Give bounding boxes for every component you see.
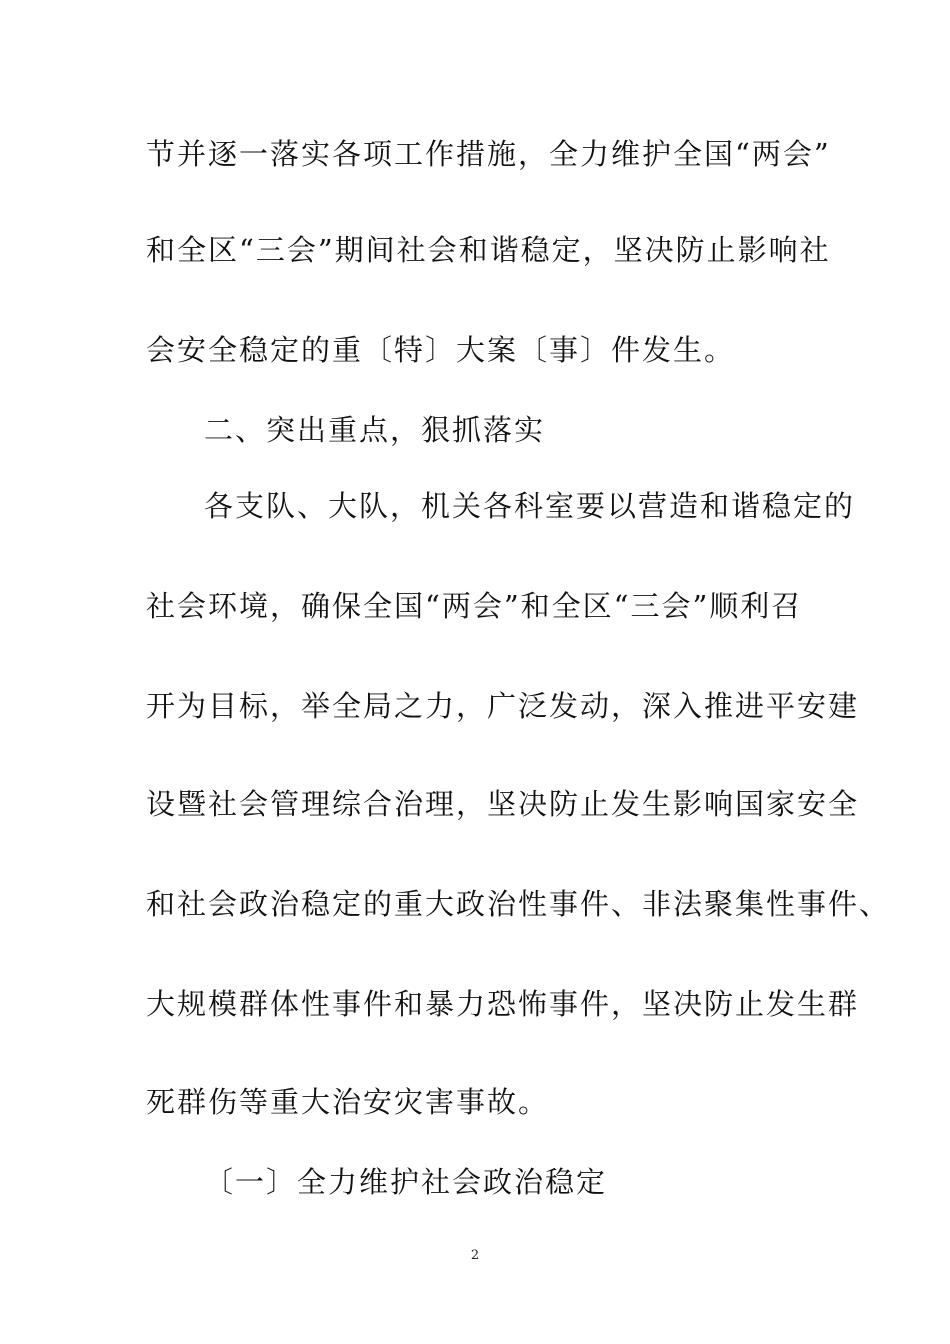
body-text-line: 大规模群体性事件和暴力恐怖事件，坚决防止发生群 bbox=[146, 987, 860, 1021]
page-number: 2 bbox=[470, 1248, 480, 1263]
body-text-line: 死群伤等重大治安灾害事故。 bbox=[146, 1085, 550, 1119]
body-text-line: 设暨社会管理综合治理，坚决防止发生影响国家安全 bbox=[146, 787, 860, 821]
body-text-line: 各支队、大队，机关各科室要以营造和谐稳定的 bbox=[204, 489, 856, 523]
body-text-line: 和全区“三会”期间社会和谐稳定，坚决防止影响社 bbox=[146, 233, 831, 267]
body-text-line: 节并逐一落实各项工作措施，全力维护全国“两会” bbox=[146, 137, 831, 171]
section-heading: 二、突出重点，狠抓落实 bbox=[204, 413, 546, 447]
body-text-line: 开为目标，举全局之力，广泛发动，深入推进平安建 bbox=[146, 689, 860, 723]
body-text-line: 社会环境，确保全国“两会”和全区“三会”顺利召 bbox=[146, 589, 803, 623]
body-text-line: 会安全稳定的重〔特〕大案〔事〕件发生。 bbox=[146, 333, 736, 367]
body-text-line: 和社会政治稳定的重大政治性事件、非法聚集性事件、 bbox=[146, 887, 891, 921]
subsection-heading: 〔一〕全力维护社会政治稳定 bbox=[204, 1165, 608, 1199]
